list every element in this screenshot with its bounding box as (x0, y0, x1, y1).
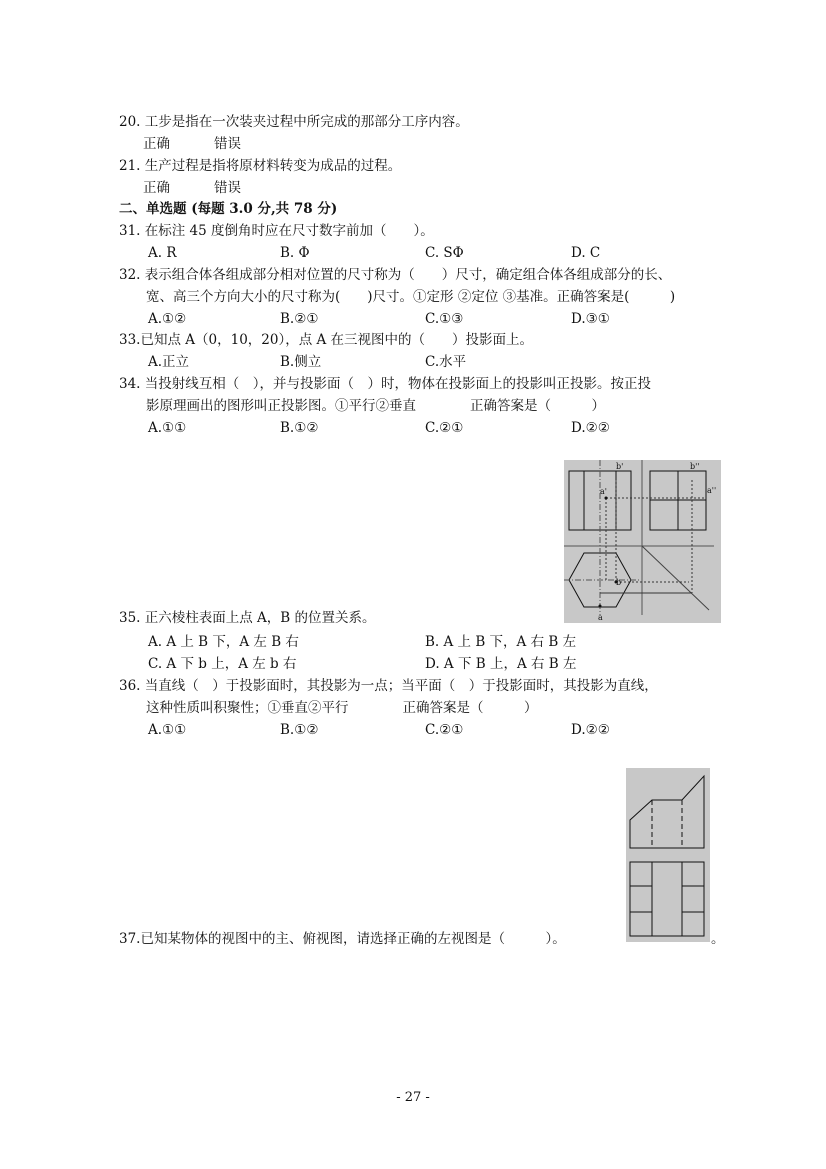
q33-text: 33.已知点 A（0，10，20），点 A 在三视图中的（ ）投影面上。 (119, 332, 534, 348)
q20-option-a[interactable]: 正确 (143, 136, 170, 152)
q36-option-b[interactable]: B.①② (280, 722, 319, 738)
q34-text-line2: 影原理画出的图形叫正投影图。①平行②垂直 正确答案是（ ） (146, 398, 605, 414)
q33-option-b[interactable]: B.侧立 (280, 354, 322, 370)
q35-option-d[interactable]: D. A 下 B 上，A 右 B 左 (425, 656, 577, 672)
q35-option-a[interactable]: A. A 上 B 下，A 左 B 右 (148, 634, 299, 650)
q32-option-a[interactable]: A.①② (148, 311, 187, 327)
fig35-label-a-double-prime: a'' (707, 486, 717, 495)
q21-text: 21. 生产过程是指将原材料转变为成品的过程。 (119, 158, 402, 174)
q31-option-a[interactable]: A. R (148, 245, 177, 261)
q35-option-c[interactable]: C. A 下 b 上，A 左 b 右 (148, 656, 297, 672)
q36-option-c[interactable]: C.②① (425, 722, 464, 738)
q31-option-d[interactable]: D. C (571, 245, 601, 261)
fig35-label-a-prime: a' (600, 487, 607, 496)
object-front-top-views-figure (626, 768, 710, 942)
fig35-label-b-double-prime: b'' (690, 462, 700, 471)
q32-option-b[interactable]: B.②① (280, 311, 319, 327)
q36-option-d[interactable]: D.②② (571, 722, 610, 738)
fig35-label-a: a (598, 613, 603, 622)
fig35-label-b-prime: b' (616, 462, 624, 471)
q36-text-line2: 这种性质叫积聚性；①垂直②平行 正确答案是（ ） (146, 700, 538, 716)
q35-text: 35. 正六棱柱表面上点 A，B 的位置关系。 (119, 610, 376, 626)
q36-option-a[interactable]: A.①① (148, 722, 187, 738)
q20-text: 20. 工步是指在一次装夹过程中所完成的那部分工序内容。 (119, 114, 469, 130)
q34-text-line1: 34. 当投射线互相（ ），并与投影面（ ）时，物体在投影面上的投影叫正投影。按正投 (119, 376, 652, 392)
q31-option-c[interactable]: C. SΦ (425, 245, 464, 261)
q34-option-b[interactable]: B.①② (280, 420, 319, 436)
q33-option-a[interactable]: A.正立 (148, 354, 190, 370)
q33-option-c[interactable]: C.水平 (425, 354, 467, 370)
q34-option-a[interactable]: A.①① (148, 420, 187, 436)
page-number: - 27 - (396, 1090, 430, 1105)
q32-text-line1: 32. 表示组合体各组成部分相对位置的尺寸称为（ ）尺寸，确定组合体各组成部分的长、 (119, 267, 672, 283)
q37-text: 37.已知某物体的视图中的主、俯视图，请选择正确的左视图是（ ）。 (119, 931, 566, 947)
hexagonal-prism-three-view-figure (564, 460, 721, 623)
q37-tail: 。 (711, 931, 725, 947)
q34-option-d[interactable]: D.②② (571, 420, 610, 436)
q31-option-b[interactable]: B. Φ (280, 245, 310, 261)
q20-option-b[interactable]: 错误 (214, 136, 241, 152)
q36-text-line1: 36. 当直线（ ）于投影面时，其投影为一点；当平面（ ）于投影面时，其投影为直线， (119, 678, 658, 694)
q35-option-b[interactable]: B. A 上 B 下，A 右 B 左 (425, 634, 577, 650)
q32-option-d[interactable]: D.③① (571, 311, 610, 327)
q31-text: 31. 在标注 45 度倒角时应在尺寸数字前加（ ）。 (119, 223, 434, 239)
q32-option-c[interactable]: C.①③ (425, 311, 464, 327)
q32-text-line2: 宽、高三个方向大小的尺寸称为( )尺寸。①定形 ②定位 ③基准。正确答案是( ) (146, 289, 676, 305)
fig35-label-b: b (616, 578, 622, 587)
q21-option-a[interactable]: 正确 (143, 180, 170, 196)
q21-option-b[interactable]: 错误 (214, 180, 241, 196)
section-title: 二、单选题 (每题 3.0 分,共 78 分) (119, 201, 338, 217)
q34-option-c[interactable]: C.②① (425, 420, 464, 436)
